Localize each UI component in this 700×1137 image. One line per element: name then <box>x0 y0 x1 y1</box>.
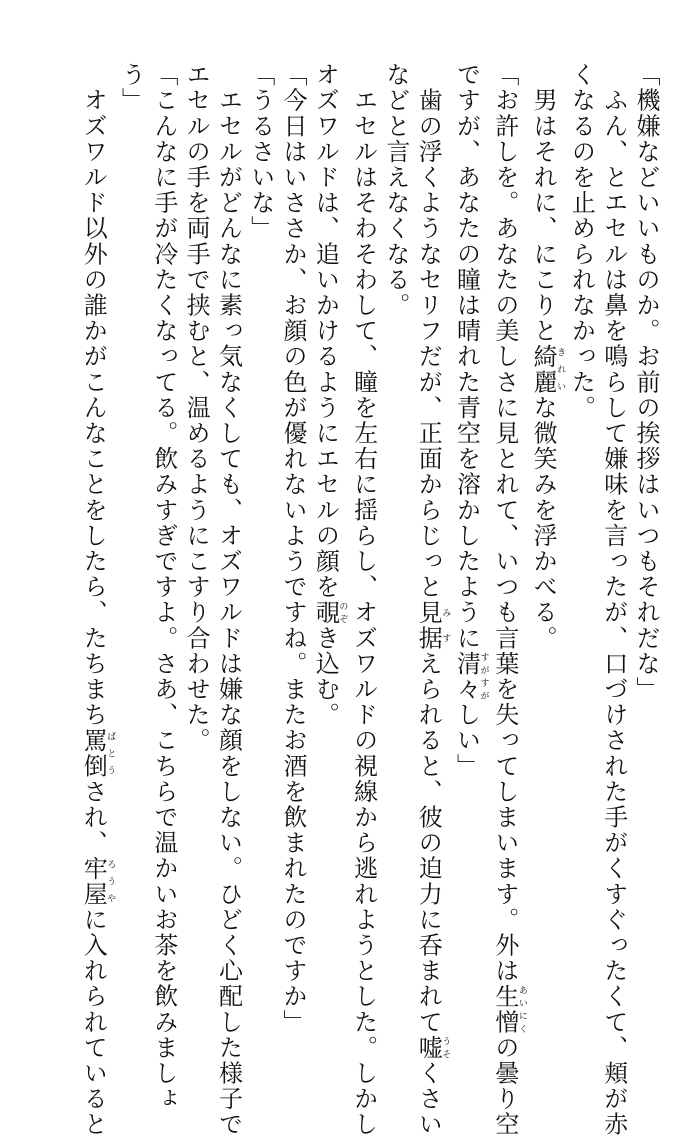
text-line: などと言えなくなる。 <box>381 62 410 318</box>
text-line: エセルはそわそわして、瞳を左右に揺らし、オズワルドの視線から逃れようとした。しかし <box>349 87 378 1137</box>
body-text <box>77 62 662 1137</box>
text-line: ふん、とエセルは鼻を鳴らして嫌味を言ったが、口づけされた手がくすぐったくて、頬が赤 <box>599 87 628 1137</box>
text-line: 「今日はいささか、お顔の色が優れないようですね。またお酒を飲まれたのですか」 <box>279 62 308 1035</box>
text-line: オズワルド以外の誰かがこんなことをしたら、たちまち罵倒ばとうされ、牢屋ろうやに入れられていると <box>79 87 116 1137</box>
ruby-word: 覗のぞ <box>311 599 348 626</box>
text-line: 歯の浮くようなセリフだが、正面からじっと見据みすえられると、彼の迫力に呑まれて嘘うそくさい <box>414 87 451 1137</box>
ruby-word: 牢屋ろうや <box>79 855 116 907</box>
ruby-word: 嘘うそ <box>414 1034 451 1061</box>
text-line: エセルの手を両手で挟むと、温めるようにこすり合わせた。 <box>182 62 211 754</box>
ruby-word: 生憎あいにく <box>490 983 527 1035</box>
text-line: う」 <box>117 62 146 114</box>
ruby-word: 清々すがすが <box>452 650 489 703</box>
text-line: 「機嫌などいいものか。お前の挨拶はいつもそれだな」 <box>632 62 660 702</box>
ruby-word: 見据みす <box>414 599 451 651</box>
text-line: 「お許しを。あなたの美しさに見とれて、いつも言葉を失ってしまいます。外は生憎あいにくの曇り空 <box>490 62 527 1137</box>
text-line: 男はそれに、にこりと綺麗きれいな微笑みを浮かべる。 <box>529 87 566 651</box>
text-line: エセルがどんなに素っ気なくしても、オズワルドは嫌な顔をしない。ひどく心配した様子で <box>214 87 243 1137</box>
text-line: 「こんなに手が冷たくなってる。飲みすぎですよ。さあ、こちらで温かいお茶を飲みましょ <box>149 62 178 1112</box>
text-line: 「うるさいな」 <box>246 62 275 242</box>
text-line: くなるのを止められなかった。 <box>567 62 596 421</box>
ruby-word: 綺麗きれい <box>529 343 566 395</box>
ruby-word: 罵倒ばとう <box>79 727 116 779</box>
text-line: ですが、あなたの瞳は晴れた青空を溶かしたように清々すがすがしい」 <box>452 62 489 779</box>
text-line: オズワルドは、追いかけるようにエセルの顔を覗のぞき込む。 <box>311 62 348 728</box>
